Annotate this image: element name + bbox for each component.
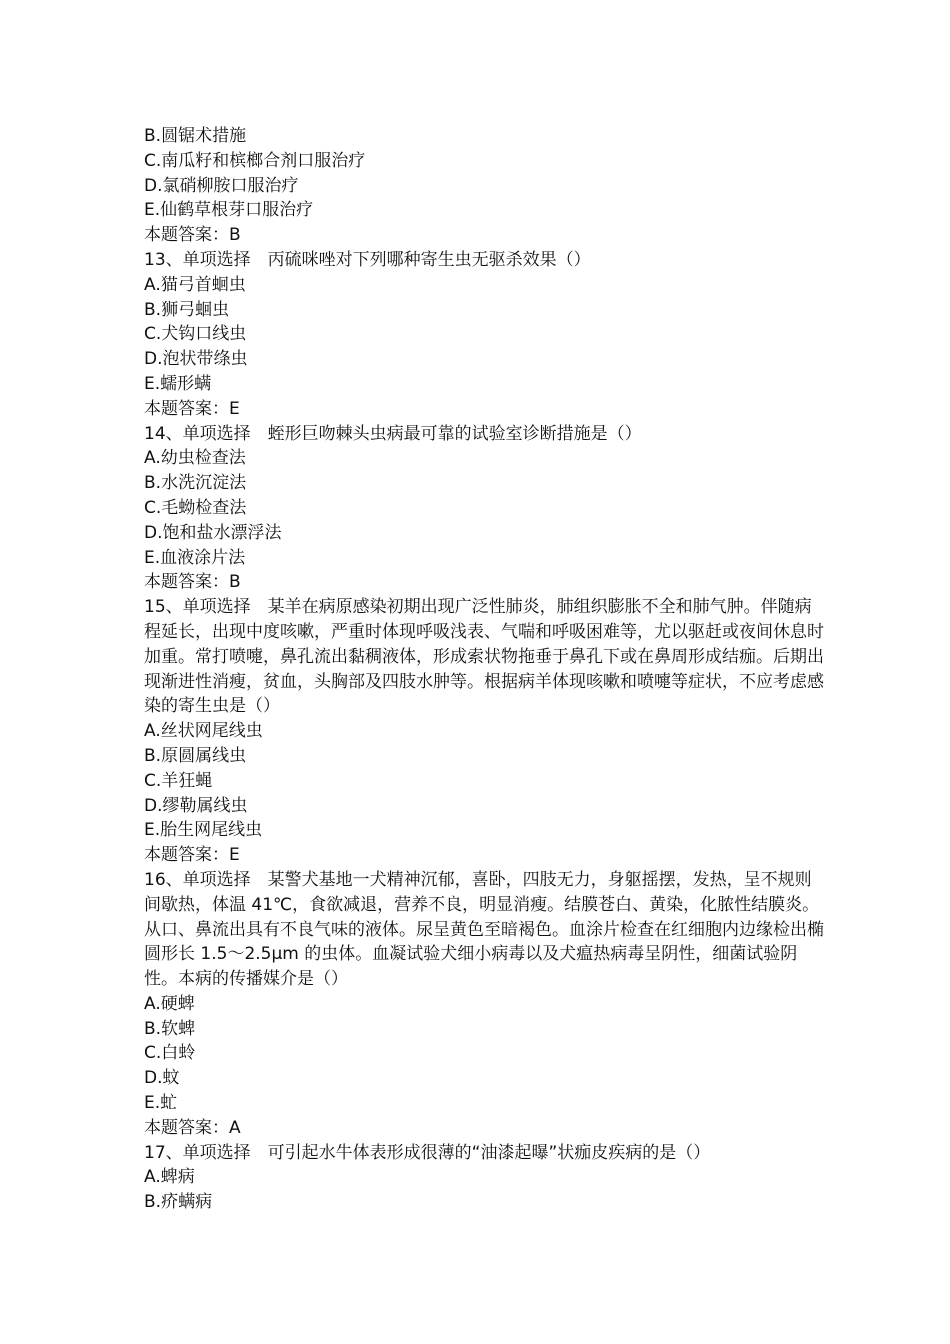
question-14 xyxy=(144,422,824,447)
option-line: B.水洗沉淀法 xyxy=(144,473,247,494)
answer-line: 本题答案：E xyxy=(144,845,240,866)
option-line: C.南瓜籽和槟榔合剂口服治疗 xyxy=(144,150,366,171)
option-line: D.饱和盐水漂浮法 xyxy=(144,522,282,543)
option-line: B.狮弓蛔虫 xyxy=(144,299,230,320)
option-line: D.蚊 xyxy=(144,1068,180,1089)
option-line: D.缪勒属线虫 xyxy=(144,795,248,816)
question-17 xyxy=(144,1141,824,1166)
option-line: C.白蛉 xyxy=(144,1043,196,1064)
option-line: B.圆锯术措施 xyxy=(144,126,247,146)
option-line: A.蜱病 xyxy=(144,1167,195,1188)
question-number: 14、单项选择 xyxy=(144,423,268,444)
option-line: E.虻 xyxy=(144,1093,178,1114)
option-line: B.软蜱 xyxy=(144,1018,196,1039)
option-line: B.原圆属线虫 xyxy=(144,745,247,766)
option-line: A.猫弓首蛔虫 xyxy=(144,274,246,295)
question-stem: 丙硫咪唑对下列哪种寄生虫无驱杀效果（） xyxy=(267,249,591,270)
question-stem: 可引起水牛体表形成很薄的“油漆起曝”状痂皮疾病的是（） xyxy=(267,1142,711,1163)
option-line: A.幼虫检查法 xyxy=(144,448,246,469)
question-stem: 某警犬基地一犬精神沉郁，喜卧，四肢无力，身躯摇摆，发热，呈不规则间歇热，体温 41℃，食欲减退，营养不良，明显消瘦。结膜苍白、黄染，化脓性结膜炎。从口、鼻流出具有不良气味的液体。尿呈黄色至暗褐色。血涂片检查在红细胞内边缘检出椭圆形长 1.5～2.5μm 的虫体。血凝试验犬细小病毒以及犬瘟热病毒呈阴性，细菌试验阴性。本病的传播媒介是（） xyxy=(144,869,824,990)
option-line: E.仙鹤草根芽口服治疗 xyxy=(144,200,314,221)
option-line: D.氯硝柳胺口服治疗 xyxy=(144,175,299,196)
question-number: 15、单项选择 xyxy=(144,597,268,618)
option-line: B.疥螨病 xyxy=(144,1192,213,1213)
question-13 xyxy=(144,248,824,273)
question-stem: 某羊在病原感染初期出现广泛性肺炎，肺组织膨胀不全和肺气肿。伴随病程延长，出现中度咳嗽，严重时体现呼吸浅表、气喘和呼吸困难等，尤以驱赶或夜间休息时加重。常打喷嚏，鼻孔流出黏稠液体，形成索状物拖垂于鼻孔下或在鼻周形成结痂。后期出现渐进性消瘦，贫血，头胸部及四肢水肿等。根据病羊体现咳嗽和喷嚏等症状，不应考虑感染的寄生虫是（） xyxy=(144,597,824,717)
answer-line: 本题答案：B xyxy=(144,572,241,593)
question-stem: 蛭形巨吻棘头虫病最可靠的试验室诊断措施是（） xyxy=(267,423,642,444)
answer-line: 本题答案：A xyxy=(144,1117,241,1138)
option-line: C.羊狂蝇 xyxy=(144,770,213,791)
question-number: 13、单项选择 xyxy=(144,249,268,270)
question-15 xyxy=(144,595,824,719)
option-line: E.胎生网尾线虫 xyxy=(144,820,263,841)
option-line: C.毛蚴检查法 xyxy=(144,497,247,518)
answer-line: 本题答案：E xyxy=(144,398,240,419)
question-number: 16、单项选择 xyxy=(144,869,268,890)
question-16 xyxy=(144,868,824,992)
option-line: A.丝状网尾线虫 xyxy=(144,721,263,742)
document-page xyxy=(144,124,824,1215)
question-number: 17、单项选择 xyxy=(144,1142,268,1163)
option-line: E.血液涂片法 xyxy=(144,547,246,568)
answer-line: 本题答案：B xyxy=(144,225,241,246)
option-line: C.犬钩口线虫 xyxy=(144,324,247,345)
option-line: D.泡状带绦虫 xyxy=(144,349,248,370)
option-line: E.蠕形螨 xyxy=(144,373,212,394)
option-line: A.硬蜱 xyxy=(144,993,195,1014)
